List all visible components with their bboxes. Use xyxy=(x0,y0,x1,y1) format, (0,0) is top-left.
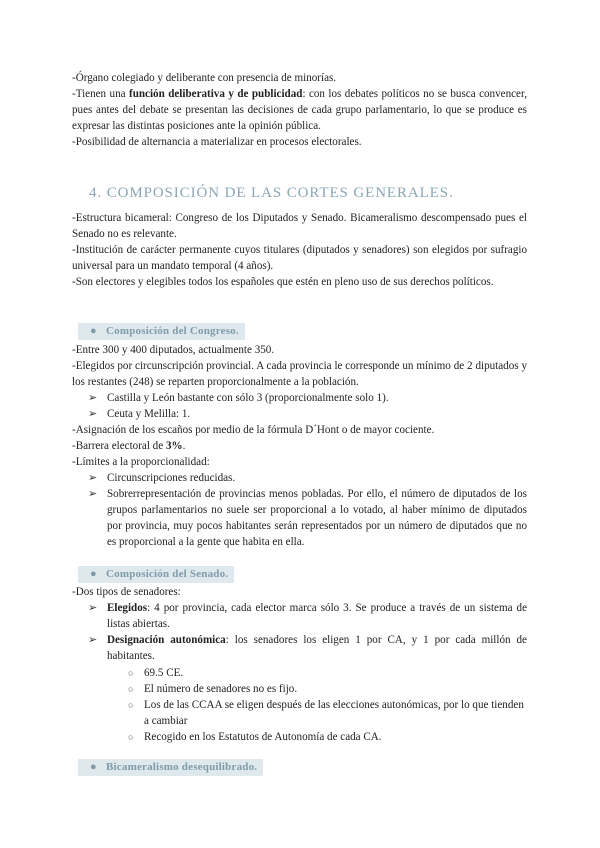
congreso-body xyxy=(72,342,527,550)
section-body xyxy=(72,210,527,290)
section-paragraph-1: -Estructura bicameral: Congreso de los Diputados y Senado. Bicameralismo descompensado pues el Senado no es relevante. xyxy=(72,212,527,240)
list-item xyxy=(88,632,527,664)
arrow-icon: ➢ xyxy=(88,634,98,646)
congreso-line-2: -Elegidos por circunscripción provincial. A cada provincia le corresponde un mínimo de 2 diputados y los restantes (248) se reparten proporcionalmente a la población. xyxy=(72,360,527,388)
list-item xyxy=(88,470,527,486)
intro-line-3: -Posibilidad de alternancia a materializar en procesos electorales. xyxy=(72,136,362,148)
senado-type-2-bold: Designación autonómica xyxy=(107,634,226,646)
subheading-bicameralismo-label: Bicameralismo desequilibrado. xyxy=(106,761,258,773)
arrow-icon: ➢ xyxy=(88,488,98,500)
intro-line-2-bold: función deliberativa y de publicidad xyxy=(129,88,303,100)
congreso-line-4-pre: -Barrera electoral de xyxy=(72,440,166,452)
arrow-icon: ➢ xyxy=(88,472,98,484)
congreso-line-1: -Entre 300 y 400 diputados, actualmente 350. xyxy=(72,344,275,356)
list-item-text: El número de senadores no es fijo. xyxy=(144,683,298,695)
bullet-icon: ● xyxy=(90,568,97,580)
list-item xyxy=(88,600,527,632)
congreso-line-4 xyxy=(72,438,527,454)
intro-line-1: -Órgano colegiado y deliberante con presencia de minorías. xyxy=(72,72,337,84)
intro-line-2-post: : con los debates políticos no se busca convencer, pues antes del debate se presentan las decisiones de cada grupo parlamentario, lo que se produce es expresar las distintas posiciones ante la opinión pública. xyxy=(72,88,527,132)
circle-icon: ○ xyxy=(128,668,134,678)
list-item xyxy=(88,406,527,422)
subheading-senado-label: Composición del Senado. xyxy=(106,568,229,580)
list-item-text: Circunscripciones reducidas. xyxy=(107,472,236,484)
circle-icon: ○ xyxy=(128,732,134,742)
list-item xyxy=(128,729,527,745)
list-item xyxy=(128,665,527,681)
list-item-text: Ceuta y Melilla: 1. xyxy=(107,408,191,420)
list-item xyxy=(88,390,527,406)
congreso-line-5: -Límites a la proporcionalidad: xyxy=(72,456,210,468)
circle-icon: ○ xyxy=(128,684,134,694)
senado-types-list xyxy=(72,600,527,664)
list-item xyxy=(128,681,527,697)
intro-block xyxy=(72,70,527,150)
arrow-icon: ➢ xyxy=(88,392,98,404)
arrow-icon: ➢ xyxy=(88,408,98,420)
congreso-line-4-bold: 3% xyxy=(165,440,183,452)
subheading-congreso-label: Composición del Congreso. xyxy=(106,325,239,337)
list-item-text: 69.5 CE. xyxy=(144,667,184,679)
subheading-bicameralismo xyxy=(78,759,263,776)
congreso-sublist-2 xyxy=(72,470,527,550)
senado-circle-list xyxy=(72,665,527,745)
subheading-senado xyxy=(78,566,234,583)
list-item xyxy=(88,486,527,550)
bullet-icon: ● xyxy=(90,761,97,773)
congreso-line-3: -Asignación de los escaños por medio de la fórmula D´Hont o de mayor cociente. xyxy=(72,424,435,436)
section-heading: 4. COMPOSICIÓN DE LAS CORTES GENERALES. xyxy=(89,185,454,201)
list-item-text: Castilla y León bastante con sólo 3 (proporcionalmente solo 1). xyxy=(107,392,389,404)
congreso-line-4-post: . xyxy=(182,440,186,452)
senado-body xyxy=(72,584,527,745)
list-item xyxy=(128,697,527,729)
congreso-sublist-1 xyxy=(72,390,527,422)
bullet-icon: ● xyxy=(90,325,97,337)
senado-type-1-bold: Elegidos xyxy=(107,602,148,614)
senado-type-2-text: : los senadores los eligen 1 por CA, y 1 por cada millón de habitantes. xyxy=(107,634,527,662)
list-item-text: Los de las CCAA se eligen después de las elecciones autonómicas, por lo que tienden a cambiar xyxy=(144,699,524,727)
list-item-text: Sobrerrepresentación de provincias menos pobladas. Por ello, el número de diputados de los grupos parlamentarios no suele ser proporcional a lo votado, al haber mínimo de diputados por provincia, muy pocos habitantes serán representados por un número de diputados que no es proporcional a la gente que habita en ella. xyxy=(107,488,527,548)
intro-line-2 xyxy=(72,86,527,134)
arrow-icon: ➢ xyxy=(88,602,98,614)
section-paragraph-2: -Institución de carácter permanente cuyos titulares (diputados y senadores) son elegidos por sufragio universal para un mandato temporal (4 años). xyxy=(72,244,527,272)
list-item-text: Recogido en los Estatutos de Autonomía de cada CA. xyxy=(144,731,382,743)
senado-type-1-text: : 4 por provincia, cada elector marca sólo 3. Se produce a través de un sistema de listas abiertas. xyxy=(107,602,527,630)
section-paragraph-3: -Son electores y elegibles todos los españoles que estén en pleno uso de sus derechos políticos. xyxy=(72,276,494,288)
subheading-congreso xyxy=(78,323,245,340)
intro-line-2-pre: -Tienen una xyxy=(72,88,130,100)
circle-icon: ○ xyxy=(128,700,134,710)
senado-line-1: -Dos tipos de senadores: xyxy=(72,586,181,598)
